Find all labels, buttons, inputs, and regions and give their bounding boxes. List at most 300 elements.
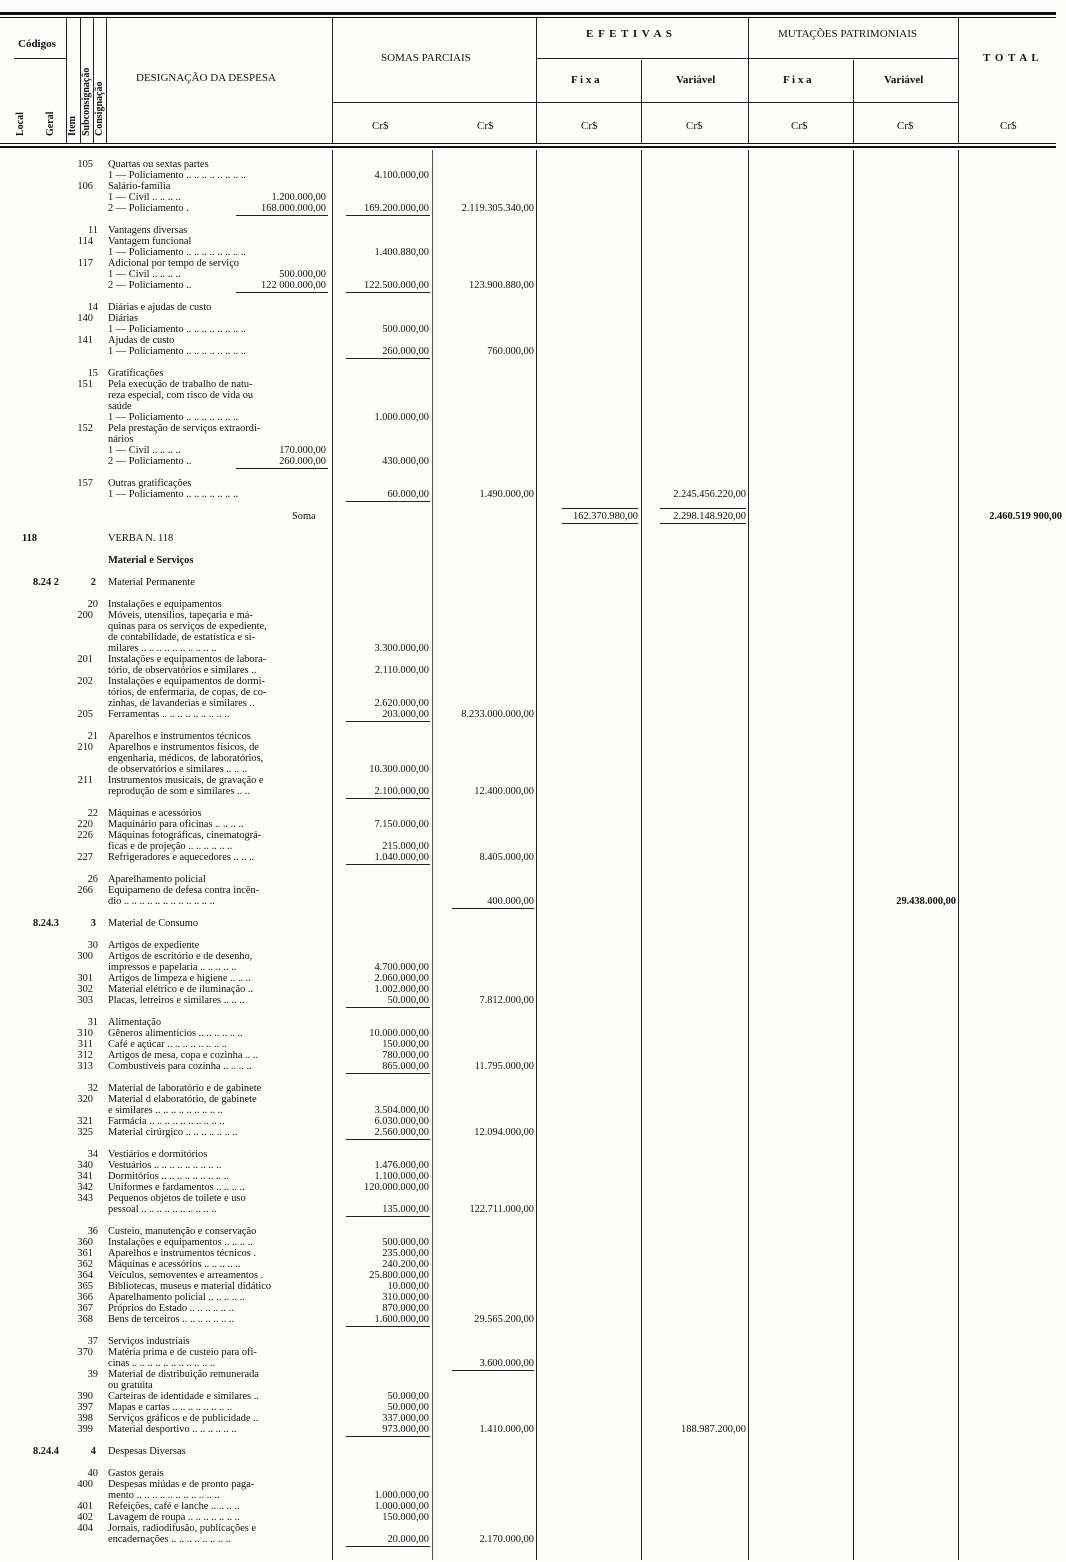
item-label: Item [67,116,78,136]
amount-p1: 120.000.000,00 [364,1182,429,1193]
amount-p2: 12.400.000,00 [474,786,534,797]
amount-p1: 135.000,00 [382,1204,429,1215]
item-code: 397 [77,1402,93,1413]
consignacao-label: Consignação [94,81,105,136]
designation-text: Instrumentos musicais, de gravação e [108,775,264,786]
designation-text: 1 — Civil .. .. .. .. [108,445,181,456]
amount-p1: 500.000,00 [382,324,429,335]
body-divider [641,150,642,1560]
local-code: 118 [22,533,38,544]
designation-text: Refrigeradores e aquecedores .. .. .. [108,852,255,863]
amount-p1: 235.000,00 [382,1248,429,1259]
designation-text: Aparelhos e instrumentos técnicos [108,731,251,742]
item-code: 340 [77,1160,93,1171]
amount-p4: 2.245.456.220,00 [673,489,746,500]
mid-underline [236,292,328,293]
mutacoes-underline [748,58,958,59]
designation-text: Aparelhos e instrumentos físicos, de [108,742,259,753]
amount-p1: 10.300.000,00 [369,764,429,775]
item-code: 364 [77,1270,93,1281]
local-code: 8.24.3 [33,918,59,929]
currency-col1: Cr$ [372,120,389,132]
amount-p1: 10.000,00 [387,1281,429,1292]
amount-p1: 310.000,00 [382,1292,429,1303]
item-code: 400 [77,1479,93,1490]
item-code: 404 [77,1523,93,1534]
item-code: 320 [77,1094,93,1105]
item-code: 343 [77,1193,93,1204]
item-code: 200 [77,610,93,621]
designation-text: encadernações .. .. .. .. .. .. .. .. [108,1534,231,1545]
body-divider [332,150,333,1560]
amount-p1: 337.000,00 [382,1413,429,1424]
designation-text: Placas, letreiros e similares .. .. .. [108,995,245,1006]
designation-text: 1 — Civil .. .. .. .. [108,269,181,280]
designation-text: 2 — Policiamento . [108,203,189,214]
amount-p1: 1.476.000,00 [374,1160,429,1171]
local-label: Local [15,112,26,136]
amount-p1: 169.200.000,00 [364,203,429,214]
designation-text: de observatórios e similares .. .. .. [108,764,248,775]
item-code: 21 [87,731,98,742]
amount-p1: 973.000,00 [382,1424,429,1435]
designation-text: Despesas miúdas e de pronto paga- [108,1479,255,1490]
designation-text: cinas .. .. .. .. .. .. .. .. .. .. .. [108,1358,216,1369]
amount-p2: 29.565.200,00 [474,1314,534,1325]
subtotal-underline [346,1436,430,1437]
amount-p2: 3.600.000,00 [479,1358,534,1369]
col-divider [332,18,333,143]
efetivas-underline [536,58,748,59]
designation-text: Diárias e ajudas de custo [108,302,212,313]
amount-p3: 162.370.980,00 [573,511,638,522]
designation-text: dio .. .. .. .. .. .. .. .. .. .. .. .. [108,896,215,907]
subconsignacao-label: Subconsignação [81,67,92,136]
total-label: T O T A L [983,52,1040,64]
mutacoes-fixa-label: F i x a [783,74,812,86]
designation-text: Instalações e equipamentos [108,599,222,610]
item-code: 34 [87,1149,98,1160]
designation-text: Mapas e cartas .. .. .. .. .. .. .. .. [108,1402,233,1413]
amount-p1: 2.100.000,00 [374,786,429,797]
item-code: 3 [90,918,96,929]
amount-p1: 1.000.000,00 [374,1501,429,1512]
designation-text: VERBA N. 118 [108,533,174,544]
item-code: 36 [87,1226,98,1237]
amount-p1: 1.600.000,00 [374,1314,429,1325]
amount-p1: 20.000,00 [387,1534,429,1545]
designation-text: 1 — Policiamento .. .. .. .. .. .. .. .. [108,247,246,258]
designation-text: mento .. .. .. .. .. .. .. .. .. .. .. [108,1490,220,1501]
mid-underline [236,215,328,216]
designation-text: Aparelhamento policial .. .. .. .. .. [108,1292,245,1303]
item-code: 227 [77,852,93,863]
item-code: 152 [77,423,93,434]
item-code: 342 [77,1182,93,1193]
amount-p2: 400.000,00 [487,896,534,907]
designation-text: Vestuários .. .. .. .. .. .. .. .. .. [108,1160,222,1171]
amount-p1: 3.300.000,00 [374,643,429,654]
designation-text: Material cirúrgico .. .. .. .. .. .. .. [108,1127,238,1138]
designation-text: 1 — Policiamento .. .. .. .. .. .. .. .. [108,324,246,335]
mid-underline [236,468,328,469]
item-code: 114 [77,236,93,247]
designation-text: Instalações e equipamentos .. .. .. .. [108,1237,253,1248]
designation-text: impressos e papelaria .. .. .. .. .. [108,962,237,973]
designation-text: Móveis, utensílios, tapeçaria e má- [108,610,253,621]
amount-p2: 12.094.000,00 [474,1127,534,1138]
item-code: 20 [87,599,98,610]
col-divider [106,18,107,143]
designation-text: Lavagem de roupa .. .. .. .. .. .. .. [108,1512,240,1523]
designation-text: Quartas ou sextas partes [108,159,209,170]
item-code: 151 [77,379,93,390]
item-code: 301 [77,973,93,984]
soma-underline [562,523,638,524]
amount-p1: 2.110.000,00 [374,665,429,676]
designation-text: Aparelhos e instrumentos técnicos . [108,1248,257,1259]
designation-text: Próprios do Estado .. .. .. .. .. .. [108,1303,234,1314]
item-code: 360 [77,1237,93,1248]
item-code: 313 [77,1061,93,1072]
currency-col2: Cr$ [477,120,494,132]
designation-text: Gastos gerais [108,1468,164,1479]
amount-p2: 1.490.000,00 [479,489,534,500]
subtotal-underline [346,1139,430,1140]
amount-p1: 1.400.880,00 [374,247,429,258]
item-code: 401 [77,1501,93,1512]
designation-text: 1 — Civil .. .. .. .. [108,192,181,203]
item-code: 365 [77,1281,93,1292]
designation-text: Salário-família [108,181,171,192]
designation-text: de contabilidade, de estatística e si- [108,632,256,643]
subtotal-underline [346,1007,430,1008]
amount-p1: 1.100.000,00 [374,1171,429,1182]
amount-p2: 8.233.000.000,00 [461,709,534,720]
amount-p1: 2.060.000,00 [374,973,429,984]
item-code: 205 [77,709,93,720]
amount-p2: 11.795.000,00 [474,1061,534,1072]
designation-text: Farmácia .. .. .. .. .. .. .. .. .. .. [108,1116,225,1127]
amount-p1: 10.000.000,00 [369,1028,429,1039]
body-divider [432,150,433,1560]
currency-col4: Cr$ [686,120,703,132]
item-code: 300 [77,951,93,962]
item-code: 361 [77,1248,93,1259]
item-code: 37 [87,1336,98,1347]
designation-text: Pela execução de trabalho de natu- [108,379,253,390]
amount-p1: 1.040.000,00 [374,852,429,863]
designation-text: Carteiras de identidade e similares .. [108,1391,259,1402]
amount-p7: 2.460.519 900,00 [989,511,1062,522]
mutacoes-variavel-label: Variável [884,74,924,86]
item-code: 367 [77,1303,93,1314]
item-code: 368 [77,1314,93,1325]
designation-text: Vestiários e dormitórios [108,1149,208,1160]
designation-text: ficas e de projeção .. .. .. .. .. .. [108,841,233,852]
subtotal-underline [346,358,430,359]
sub-amount: 170.000,00 [279,445,326,456]
soma-underline [660,508,746,509]
designation-text: Café e açúcar .. .. .. .. .. .. .. .. [108,1039,227,1050]
item-code: 15 [87,368,98,379]
amount-p4: 188.987.200,00 [681,1424,746,1435]
designation-text: Máquinas e acessórios [108,808,202,819]
item-code: 341 [77,1171,93,1182]
item-code: 201 [77,654,93,665]
designation-text: Vantagens diversas [108,225,188,236]
efetivas-fixa-label: F i x a [571,74,600,86]
item-code: 325 [77,1127,93,1138]
item-code: 362 [77,1259,93,1270]
designation-text: zinhas, de lavanderias e similares .. [108,698,255,709]
amount-p1: 25.800.000,00 [369,1270,429,1281]
amount-p2: 122.711.000,00 [469,1204,534,1215]
designation-text: Material desportivo .. .. .. .. .. .. [108,1424,237,1435]
item-code: 398 [77,1413,93,1424]
item-code: 32 [87,1083,98,1094]
designation-text: Aparelhamento policial [108,874,206,885]
amount-p1: 1.000.000,00 [374,412,429,423]
item-code: 22 [87,808,98,819]
item-code: 310 [77,1028,93,1039]
currency-col6: Cr$ [897,120,914,132]
body-divider [536,150,537,1560]
amount-p1: 865.000,00 [382,1061,429,1072]
subtotal-underline [346,1326,430,1327]
designation-text: Custeio, manutenção e conservação [108,1226,257,1237]
item-code: 390 [77,1391,93,1402]
designation-text: Vantagem funcional [108,236,192,247]
designation-text: Material de Consumo [108,918,199,929]
designation-text: Serviços gráficos e de publicidade .. [108,1413,259,1424]
body-divider [748,150,749,1560]
designation-text: engenharia, médicos, de laboratórios, [108,753,264,764]
amount-p1: 1.000.000,00 [374,1490,429,1501]
item-code: 402 [77,1512,93,1523]
amount-p1: 60.000,00 [387,489,429,500]
sub-amount: 122 000.000,00 [261,280,326,291]
amount-p2: 2.170.000,00 [479,1534,534,1545]
designation-text: Material e Serviços [108,555,194,566]
subtotal-underline [346,1216,430,1217]
designation-text: Artigos de limpeza e higiene .. .. .. [108,973,251,984]
mutacoes-label: MUTAÇÕES PATRIMONIAIS [778,28,917,40]
item-code: 26 [87,874,98,885]
item-code: 302 [77,984,93,995]
item-code: 105 [77,159,93,170]
designation-text: 2 — Policiamento .. [108,456,192,467]
item-code: 321 [77,1116,93,1127]
designation-text: Instalações e equipamentos de dormi- [108,676,265,687]
designation-text: ou gratuita [108,1380,153,1391]
designation-text: Outras gratificações [108,478,192,489]
amount-p6: 29.438.000,00 [896,896,956,907]
item-code: 366 [77,1292,93,1303]
amount-p1: 260.000,00 [382,346,429,357]
soma-underline [660,523,746,524]
soma-underline [562,508,638,509]
item-code: 202 [77,676,93,687]
amount-p1: 150.000,00 [382,1039,429,1050]
designation-text: Adicional por tempo de serviço [108,258,239,269]
subtotal-underline [346,1073,430,1074]
designation-text: Artigos de escritório e de desenho, [108,951,253,962]
designation-text: 2 — Policiamento .. [108,280,192,291]
designation-text: Material de laboratório e de gabinete [108,1083,262,1094]
designation-text: tório, de observatórios e similares .. [108,665,257,676]
amount-p1: 122.500.000,00 [364,280,429,291]
geral-label: Geral [45,111,56,136]
amount-p2: 8.405.000,00 [479,852,534,863]
item-code: 140 [77,313,93,324]
item-code: 2 [90,577,96,588]
item-code: 31 [87,1017,98,1028]
item-code: 312 [77,1050,93,1061]
currency-col3: Cr$ [581,120,598,132]
somas-parciais-label: SOMAS PARCIAIS [381,52,471,64]
col-divider [748,18,749,143]
designation-text: Instalações e equipamentos de labora- [108,654,267,665]
designation-text: 1 — Policiamento .. .. .. .. .. .. .. .. [108,170,246,181]
designation-text: Matéria prima e de custeio para ofi- [108,1347,257,1358]
sub-amount: 1.200.000,00 [271,192,326,203]
soma-label: Soma [292,511,316,522]
amount-p1: 240.200,00 [382,1259,429,1270]
designation-text: saúde [108,401,132,412]
amount-p1: 2.560.000,00 [374,1127,429,1138]
designation-text: Refeições, café e lanche .. .. .. .. [108,1501,240,1512]
currency-col7: Cr$ [1000,120,1017,132]
item-code: 4 [90,1446,96,1457]
local-code: 8.24.4 [33,1446,59,1457]
item-code: 141 [77,335,93,346]
sub-amount: 168.000.000,00 [261,203,326,214]
amount-p1: 430.000,00 [382,456,429,467]
local-code: 8.24 2 [33,577,59,588]
designation-text: Material d elaboratório, de gabinete [108,1094,257,1105]
subtotal-underline [346,721,430,722]
subheader-rule [332,102,958,103]
designation-text: Ajudas de custo [108,335,175,346]
subtotal-underline [452,908,534,909]
item-code: 211 [77,775,93,786]
designation-text: Jornais, radiodifusão, publicações e [108,1523,257,1534]
designation-text: Equipameno de defesa contra incên- [108,885,260,896]
designation-text: 1 — Policiamento .. .. .. .. .. .. .. [108,489,239,500]
subtotal-underline [346,501,430,502]
efetivas-variavel-label: Variável [676,74,716,86]
designation-text: milares .. .. .. .. .. .. .. .. .. .. [108,643,217,654]
designation-text: Material elétrico e de iluminação .. [108,984,254,995]
designation-text: quinas para os serviços de expediente, [108,621,267,632]
amount-p1: 1.002.000,00 [374,984,429,995]
amount-p1: 50.000,00 [387,995,429,1006]
amount-p1: 6.030.000,00 [374,1116,429,1127]
designation-text: Bens de terceiros .. .. .. .. .. .. .. [108,1314,235,1325]
designation-text: reprodução de som e similares .. .. [108,786,250,797]
item-code: 117 [77,258,93,269]
designation-text: Gêneros alimentícios .. .. .. .. .. .. [108,1028,243,1039]
designation-text: Serviços industriais [108,1336,190,1347]
item-code: 11 [87,225,98,236]
amount-p1: 7.150.000,00 [374,819,429,830]
item-code: 30 [87,940,98,951]
item-code: 226 [77,830,93,841]
designation-text: Ferramentas .. .. .. .. .. .. .. .. .. [108,709,230,720]
col-divider [536,18,537,143]
subtotal-underline [346,864,430,865]
amount-p1: 50.000,00 [387,1402,429,1413]
designation-text: Máquinas e acessórios .. .. .. .. .. [108,1259,241,1270]
designation-text: Bibliotecas, museus e material didático [108,1281,272,1292]
amount-p1: 203.000,00 [382,709,429,720]
amount-p2: 760.000,00 [487,346,534,357]
designation-text: reza especial, com risco de vida ou [108,390,254,401]
body-divider [853,150,854,1560]
amount-p1: 2.620.000,00 [374,698,429,709]
sub-amount: 500.000,00 [279,269,326,280]
designation-text: 1 — Policiamento .. .. .. .. .. .. .. [108,412,239,423]
designation-text: tórios, de enfermaria, de copas, de co- [108,687,267,698]
col-divider [958,18,959,143]
designation-text: Alimentação [108,1017,162,1028]
subtotal-underline [346,798,430,799]
designation-text: Despesas Diversas [108,1446,186,1457]
designation-text: Pequenos objetos de toilete e uso [108,1193,246,1204]
amount-p1: 500.000,00 [382,1237,429,1248]
item-code: 220 [77,819,93,830]
amount-p1: 3.504.000,00 [374,1105,429,1116]
item-code: 14 [87,302,98,313]
header-bottom-rule-2 [0,146,1056,148]
efetivas-label: E F E T I V A S [586,28,673,40]
item-code: 40 [87,1468,98,1479]
item-code: 266 [77,885,93,896]
item-code: 39 [87,1369,98,1380]
designacao-label: DESIGNAÇÃO DA DESPESA [136,72,276,84]
designation-text: Uniformes e fardamentos .. .. .. .. [108,1182,245,1193]
item-code: 157 [77,478,93,489]
item-code: 399 [77,1424,93,1435]
designation-text: e similares .. .. .. .. .. .. .. .. .. [108,1105,223,1116]
subtotal-underline [346,215,430,216]
amount-p2: 7.812.000,00 [479,995,534,1006]
designation-text: Combustíveis para cozinha .. .. .. .. [108,1061,252,1072]
designation-text: pessoal .. .. .. .. .. .. .. .. .. .. [108,1204,217,1215]
subtotal-underline [346,1546,430,1547]
designation-text: Diárias [108,313,139,324]
top-rule-thick [0,12,1056,15]
amount-p1: 870.000,00 [382,1303,429,1314]
designation-text: Máquinas fotográficas, cinematográ- [108,830,262,841]
amount-p1: 215.000,00 [382,841,429,852]
body-divider [958,150,959,1560]
amount-p2: 2.119.305.340,00 [461,203,534,214]
designation-text: Dormitórios .. .. .. .. .. .. .. .. .. [108,1171,229,1182]
amount-p1: 150.000,00 [382,1512,429,1523]
subtotal-underline [346,292,430,293]
amount-p1: 4.700.000,00 [374,962,429,973]
designation-text: nários [108,434,134,445]
amount-p1: 4.100.000,00 [374,170,429,181]
item-code: 106 [77,181,93,192]
designation-text: Veículos, semoventes e arreamentos . [108,1270,264,1281]
designation-text: Material Permanente [108,577,195,588]
item-code: 210 [77,742,93,753]
amount-p1: 780.000,00 [382,1050,429,1061]
designation-text: Artigos de mesa, copa e cozinha .. .. [108,1050,259,1061]
